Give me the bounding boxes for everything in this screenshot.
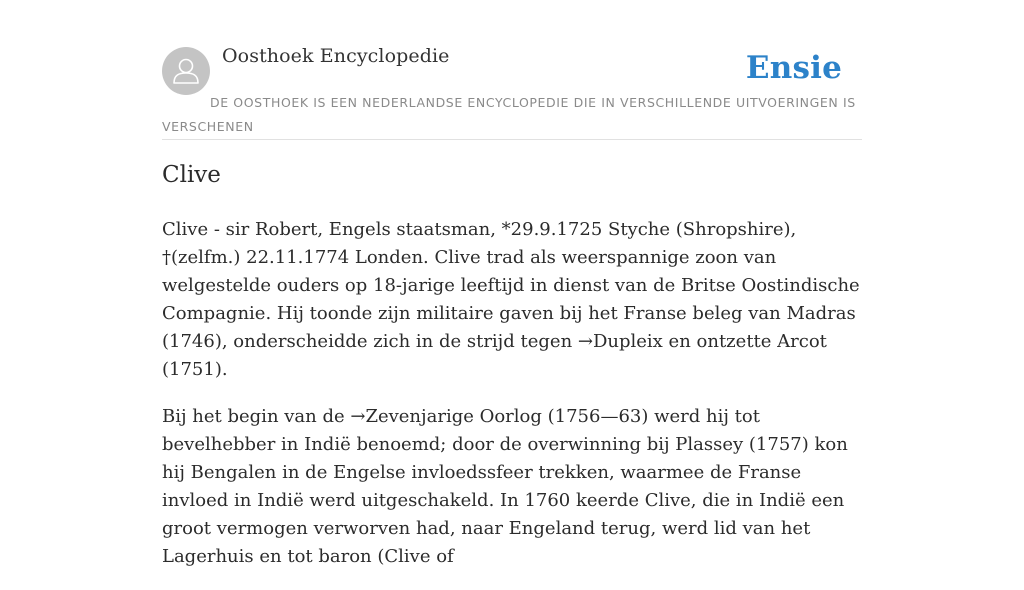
source-avatar[interactable] (162, 47, 210, 95)
article-body (162, 216, 868, 590)
source-description: DE OOSTHOEK IS EEN NEDERLANDSE ENCYCLOPEDIE DIE IN VERSCHILLENDE UITVOERINGEN IS VERSCHENEN (162, 95, 856, 134)
source-name[interactable]: Oosthoek Encyclopedie (222, 45, 450, 67)
header-divider (162, 139, 862, 140)
article-paragraph: Clive - sir Robert, Engels staatsman, *29.9.1725 Styche (Shropshire), †(zelfm.) 22.11.1774 Londen. Clive trad als weerspannige zoon van welgestelde ouders op 18-jarige leeftijd in dienst van de Britse Oostindische Compagnie. Hij toonde zijn militaire gaven bij het Franse beleg van Madras (1746), onderscheidde zich in de strijd tegen →Dupleix en ontzette Arcot (1751). (162, 219, 860, 380)
user-silhouette-icon (162, 47, 210, 95)
article-title: Clive (162, 162, 221, 188)
article-paragraph: Bij het begin van de →Zevenjarige Oorlog (1756—63) werd hij tot bevelhebber in Indië benoemd; door de overwinning bij Plassey (1757) kon hij Bengalen in de Engelse invloedssfeer trekken, waarmee de Franse invloed in Indië werd uitgeschakeld. In 1760 keerde Clive, die in Indië een groot vermogen verworven had, naar Engeland terug, werd lid van het Lagerhuis en tot baron (Clive of (162, 406, 848, 567)
brand-logo[interactable]: Ensie (745, 50, 842, 86)
